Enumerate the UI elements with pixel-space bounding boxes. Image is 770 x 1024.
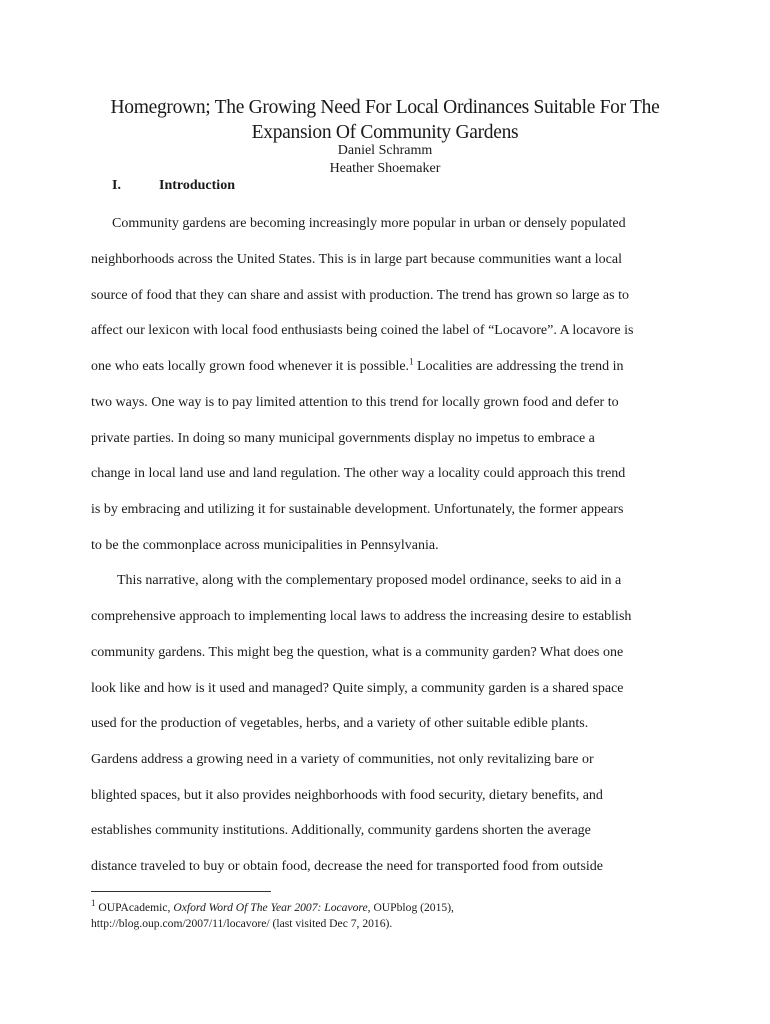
body-line: used for the production of vegetables, herbs, and a variety of other suitable edible plants.	[91, 716, 589, 731]
author-name: Daniel Schramm	[337, 143, 433, 158]
title-line-2: Expansion Of Community Gardens	[251, 122, 519, 143]
section-heading: Introduction	[159, 178, 235, 193]
body-line: Community gardens are becoming increasingly more popular in urban or densely populated	[112, 216, 626, 231]
body-line: look like and how is it used and managed? Quite simply, a community garden is a shared space	[91, 681, 624, 696]
body-line: is by embracing and utilizing it for sustainable development. Unfortunately, the former appears	[91, 502, 624, 517]
body-line: This narrative, along with the complementary proposed model ordinance, seeks to aid in a	[117, 573, 622, 588]
body-line: distance traveled to buy or obtain food, decrease the need for transported food from outside	[91, 859, 603, 874]
body-line: private parties. In doing so many municipal governments display no impetus to embrace a	[91, 431, 595, 446]
body-line	[91, 356, 624, 375]
footnote	[91, 898, 454, 915]
body-line: affect our lexicon with local food enthusiasts being coined the label of “Locavore”. A locavore is	[91, 323, 634, 338]
footnote-url[interactable]: http://blog.oup.com/2007/11/locavore/ (last visited Dec 7, 2016).	[91, 917, 393, 930]
document-title	[60, 95, 710, 145]
body-line: source of food that they can share and assist with production. The trend has grown so large as to	[91, 288, 629, 303]
footnote-work-title: Oxford Word Of The Year 2007: Locavore	[173, 901, 368, 914]
body-line: community gardens. This might beg the question, what is a community garden? What does one	[91, 645, 624, 660]
footnote-reference[interactable]: 1	[409, 356, 414, 367]
body-line: comprehensive approach to implementing local laws to address the increasing desire to establish	[91, 609, 632, 624]
body-line: Gardens address a growing need in a variety of communities, not only revitalizing bare or	[91, 752, 594, 767]
body-line: establishes community institutions. Additionally, community gardens shorten the average	[91, 823, 591, 838]
body-line: two ways. One way is to pay limited attention to this trend for locally grown food and defer to	[91, 395, 619, 410]
footnote-author: OUPAcademic,	[95, 901, 174, 914]
body-line: to be the commonplace across municipalities in Pennsylvania.	[91, 538, 439, 553]
section-number: I.	[112, 178, 121, 193]
body-line: neighborhoods across the United States. This is in large part because communities want a local	[91, 252, 622, 267]
body-line: blighted spaces, but it also provides neighborhoods with food security, dietary benefits, and	[91, 788, 603, 803]
footnote-divider	[91, 891, 271, 892]
body-line-text: one who eats locally grown food whenever it is possible.	[91, 359, 410, 374]
footnote-marker: 1	[91, 898, 96, 909]
footnote-source: , OUPblog (2015),	[367, 901, 454, 914]
title-line-1: Homegrown; The Growing Need For Local Ordinances Suitable For The	[110, 97, 660, 118]
body-line: change in local land use and land regulation. The other way a locality could approach this trend	[91, 466, 626, 481]
body-line-text: Localities are addressing the trend in	[413, 359, 624, 374]
author-name: Heather Shoemaker	[329, 161, 441, 176]
